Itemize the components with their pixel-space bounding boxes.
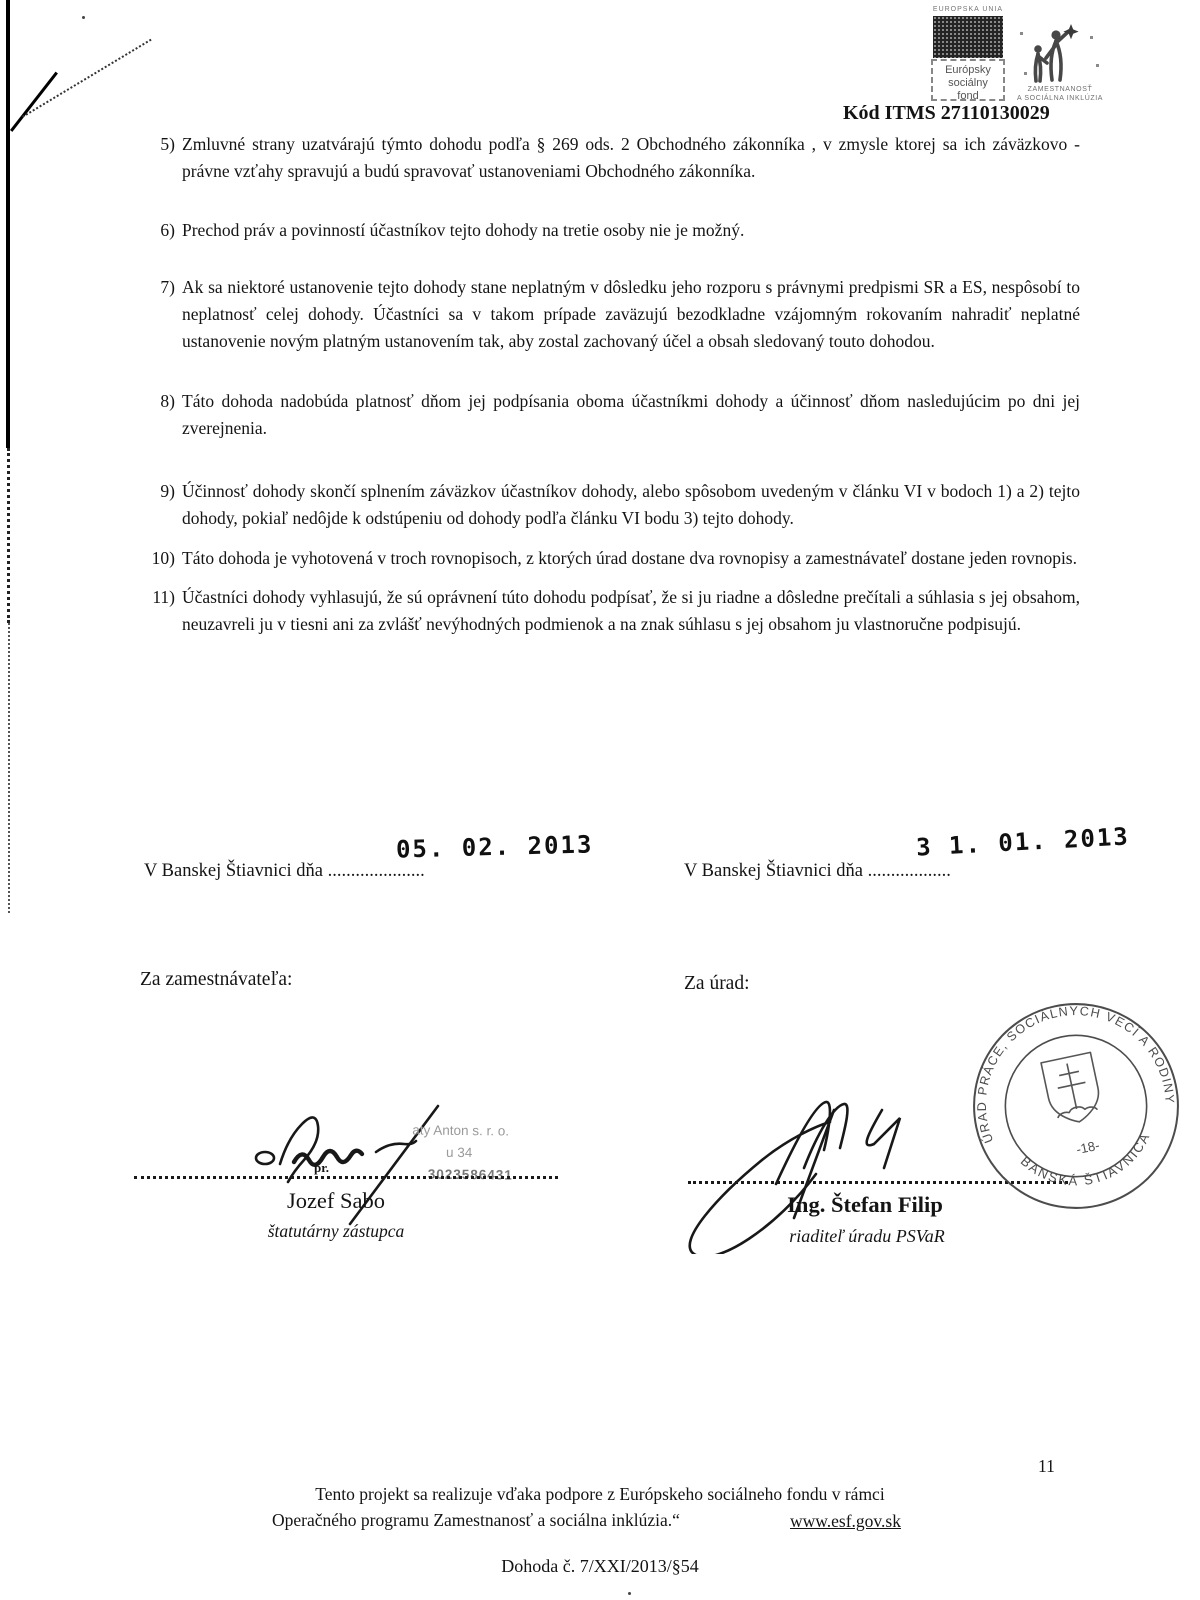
stamp-ring-bottom-text: BANSKÁ ŠTIAVNICA: [1017, 1129, 1154, 1189]
clause-text: Táto dohoda nadobúda platnosť dňom jej podpísania oboma účastníkmi dohody a účinnosť dňom nasledujúcim po dni jej zverejnenia.: [182, 391, 1080, 438]
company-stamp-text: aty Anton s. r. o. u 34 3023586431: [412, 1122, 513, 1183]
clause-8: [126, 388, 1080, 442]
employment-logo-caption: ZAMESTNANOSŤ A SOCIÁLNA INKLÚZIA: [1016, 86, 1104, 102]
date-line-left: V Banskej Štiavnici dňa .....................: [144, 861, 425, 881]
clause-text: Ak sa niektoré ustanovenie tejto dohody stane neplatným v dôsledku jeho rozporu s právnymi predpismi SR a ES, nespôsobí to neplatnosť celej dohody. Účastníci sa v takom prípade zaväzujú bezodkladne vzájomným rokovaním nahradiť neplatné ustanovenie novým platným ustanovením tak, aby zostal zachovaný účel a obsah sledovaný touto dohodou.: [182, 277, 1080, 351]
clause-list: [126, 131, 1080, 638]
official-round-stamp: [946, 976, 1200, 1237]
clause-10: [126, 545, 1080, 572]
scan-speck: [82, 16, 85, 19]
signer-name-right: Ing. Štefan Filip: [787, 1192, 943, 1217]
clause-number: 11): [152, 587, 175, 607]
scan-artifact-vertical-line: [6, 0, 10, 448]
clause-number: 7): [160, 277, 175, 297]
signature-scrawl-left-icon: [228, 1092, 580, 1238]
clause-9: [126, 478, 1080, 532]
esf-logo-caption: Európsky sociálny fond: [931, 59, 1005, 101]
clause-text: Zmluvné strany uzatvárajú týmto dohodu podľa § 269 ods. 2 Obchodného zákonníka , v zmysle ktorej sa ich záväzkovo - právne vzťahy spravujú a budú spravovať ustanoveniami Obchodného zákonníka.: [182, 134, 1080, 181]
stamp-ring-top-text: ÚRAD PRÁCE, SOCIÁLNYCH VECÍ A RODINY: [974, 1004, 1177, 1145]
clause-number: 10): [151, 548, 175, 568]
esf-link[interactable]: www.esf.gov.sk: [790, 1511, 901, 1531]
party-label-office: Za úrad:: [684, 973, 750, 994]
clause-text: Účastníci dohody vyhlasujú, že sú oprávnení túto dohodu podpísať, že si ju riadne a dôsledne prečítali a súhlasia s jej obsahom, neuzavreli ju v tiesni ani za zvlášť nevýhodných podmienok a na znak súhlasu s jej obsahom ju vlastnoručne podpisujú.: [182, 587, 1080, 634]
clause-number: 5): [160, 134, 175, 154]
footer-project-line1: Tento projekt sa realizuje vďaka podpore z Európskeho sociálneho fondu v rámci: [315, 1484, 885, 1504]
signer-name-left: Jozef Sabo: [286, 1188, 386, 1213]
clause-number: 6): [160, 220, 175, 240]
clause-text: Táto dohoda je vyhotovená v troch rovnopisoch, z ktorých úrad dostane dva rovnopisy a zamestnávateľ dostane jeden rovnopis.: [182, 548, 1077, 568]
agreement-number: Dohoda č. 7/XXI/2013/§54: [501, 1556, 699, 1576]
scan-artifact-diagonal-dots: [22, 39, 152, 118]
clause-6: [126, 217, 1080, 244]
svg-text:BANSKÁ ŠTIAVNICA: [1016, 1127, 1161, 1201]
scan-speck: [628, 1592, 631, 1595]
scan-artifact-vertical-line-fade2: [8, 623, 10, 913]
scan-artifact-diagonal-line: [10, 72, 58, 132]
clause-number: 8): [160, 391, 175, 411]
clause-text: Prechod práv a povinností účastníkov tejto dohody na tretie osoby nie je možný.: [182, 220, 745, 240]
clause-5: [126, 131, 1080, 185]
party-label-employer: Za zamestnávateľa:: [140, 969, 293, 990]
signer-role-left: štatutárny zástupca: [267, 1221, 405, 1241]
date-stamp-right: 3 1. 01. 2013: [915, 822, 1131, 862]
signer-role-right: riaditeľ úradu PSVaR: [789, 1226, 945, 1246]
scan-artifact-vertical-line-fade: [7, 448, 10, 623]
clause-11: [126, 584, 1080, 638]
itms-code: Kód ITMS 27110130029: [843, 102, 1050, 124]
date-line-right: V Banskej Štiavnici dňa ..................: [684, 861, 951, 881]
date-stamp-left: 05. 02. 2013: [395, 830, 594, 864]
stamp-number: -18-: [1074, 1137, 1101, 1158]
footer-project-line2: Operačného programu Zamestnanosť a sociálna inklúzia.“: [272, 1510, 680, 1530]
signature-line-left: [134, 1176, 558, 1179]
page-number: 11: [1038, 1456, 1055, 1476]
clause-7: [126, 274, 1080, 355]
pr-annotation: pr.: [314, 1160, 330, 1175]
employment-inclusion-logo-icon: [1016, 22, 1104, 86]
clause-text: Účinnosť dohody skončí splnením záväzkov účastníkov dohody, alebo spôsobom uvedeným v článku VI v bodoch 1) a 2) tejto dohody, pokiaľ nedôjde k odstúpeniu od dohody podľa článku VI bodu 3) tejto dohody.: [182, 481, 1080, 528]
eu-union-caption: EURÓPSKA ÚNIA: [932, 6, 1004, 13]
eu-flag-image: [933, 16, 1003, 58]
clause-number: 9): [160, 481, 175, 501]
